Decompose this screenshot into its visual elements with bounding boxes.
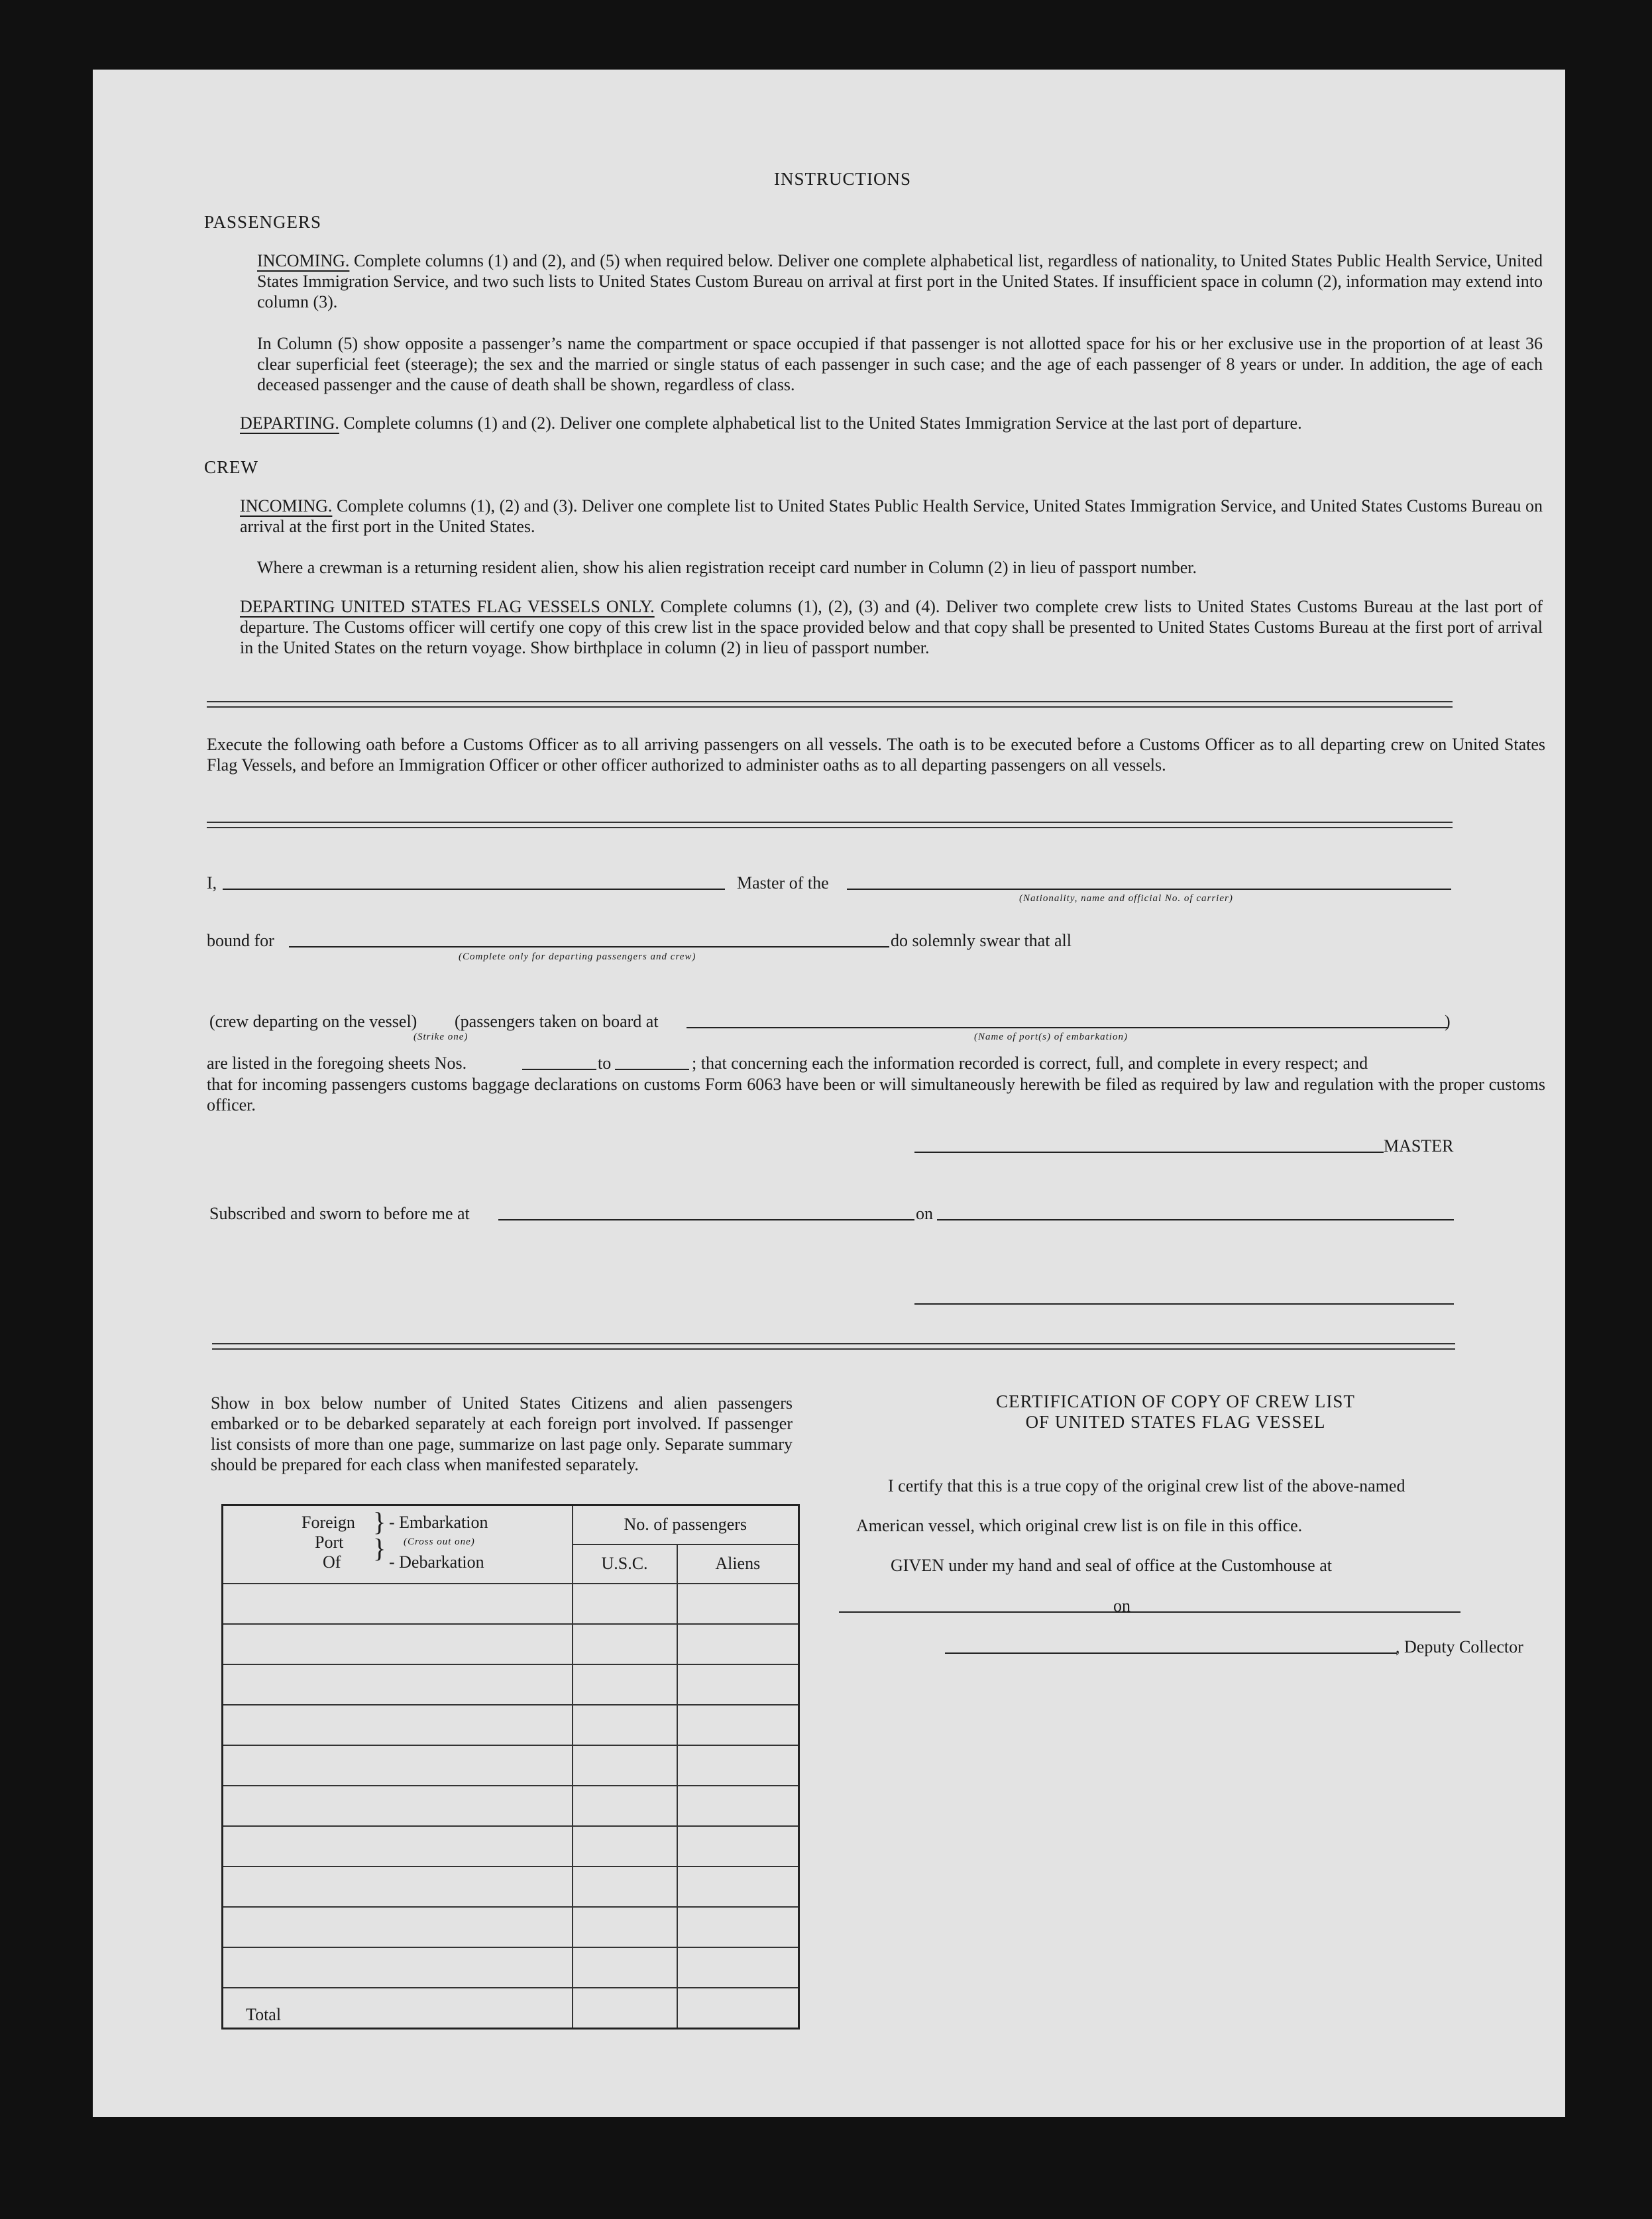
usc-cell[interactable] xyxy=(573,1947,677,1988)
usc-cell[interactable] xyxy=(573,1786,677,1826)
passenger-summary-table xyxy=(221,1504,800,2030)
port-cell[interactable] xyxy=(223,1745,573,1786)
total-label: Total xyxy=(223,1988,573,2028)
port-cell[interactable] xyxy=(223,1584,573,1624)
port-cell[interactable] xyxy=(223,1947,573,1988)
table-row xyxy=(223,1745,799,1786)
master-label: MASTER xyxy=(1384,1136,1454,1156)
aliens-cell[interactable] xyxy=(677,1664,799,1705)
instructions-title: INSTRUCTIONS xyxy=(774,169,912,189)
table-row xyxy=(223,1947,799,1988)
destination-field[interactable] xyxy=(289,946,889,947)
officer-signature-field[interactable] xyxy=(914,1303,1454,1305)
sworn-date-field[interactable] xyxy=(937,1219,1454,1220)
passengers-departing-label: DEPARTING. xyxy=(240,413,339,433)
brace-glyph: } xyxy=(373,1533,386,1563)
usc-cell[interactable] xyxy=(573,1624,677,1664)
ports-caption: (Name of port(s) of embarkation) xyxy=(974,1032,1128,1042)
master-signature-field[interactable] xyxy=(914,1152,1384,1153)
embarkation-ports-field[interactable] xyxy=(687,1027,1447,1028)
section-divider xyxy=(212,1343,1455,1350)
section-divider xyxy=(207,701,1453,708)
form-sheet xyxy=(93,70,1565,2117)
crew-incoming-text: Complete columns (1), (2) and (3). Deliver one complete list to United States Public Health Service, United States Immigration Service, and United States Customs Bureau on arrival at the first port in the United States. xyxy=(240,496,1543,536)
sworn-place-field[interactable] xyxy=(498,1219,914,1220)
usc-cell[interactable] xyxy=(573,1705,677,1745)
certification-line3: GIVEN under my hand and seal of office at the Customhouse at xyxy=(891,1556,1332,1575)
certification-on-label: on xyxy=(1113,1596,1130,1615)
usc-cell[interactable] xyxy=(573,1826,677,1867)
port-cell[interactable] xyxy=(223,1624,573,1664)
total-usc-cell[interactable] xyxy=(573,1988,677,2028)
deputy-collector-signature-field[interactable] xyxy=(945,1652,1397,1654)
passengers-incoming-text: Complete columns (1) and (2), and (5) when required below. Deliver one complete alphabetical list, regardless of nationality, to United States Public Health Service, United States Immigration Service, and two such lists to United States Custom Bureau on arrival at first port in the United States. If insufficient space in column (2), information may extend into column (3). xyxy=(257,251,1543,311)
certification-title-line2: OF UNITED STATES FLAG VESSEL xyxy=(1025,1412,1326,1432)
aliens-cell[interactable] xyxy=(677,1705,799,1745)
port-cell[interactable] xyxy=(223,1664,573,1705)
passengers-taken-option: (passengers taken on board at xyxy=(455,1012,659,1031)
listed-prefix: are listed in the foregoing sheets Nos. xyxy=(207,1054,467,1073)
deputy-collector-label: , Deputy Collector xyxy=(1396,1637,1523,1656)
foreign-label: Foreign xyxy=(302,1513,355,1532)
cross-out-caption: (Cross out one) xyxy=(404,1537,475,1547)
embarkation-option[interactable]: - Embarkation xyxy=(389,1513,488,1532)
usc-cell[interactable] xyxy=(573,1584,677,1624)
passengers-heading: PASSENGERS xyxy=(204,212,322,232)
crew-departing-option: (crew departing on the vessel) xyxy=(209,1012,417,1031)
aliens-cell[interactable] xyxy=(677,1786,799,1826)
table-row xyxy=(223,1624,799,1664)
usc-cell[interactable] xyxy=(573,1745,677,1786)
table-row xyxy=(223,1867,799,1907)
crew-incoming-label: INCOMING. xyxy=(240,496,333,515)
crew-heading: CREW xyxy=(204,457,258,477)
certification-title xyxy=(844,1391,1507,1433)
table-row xyxy=(223,1907,799,1947)
sheets-from-field[interactable] xyxy=(522,1069,596,1070)
aliens-cell[interactable] xyxy=(677,1907,799,1947)
aliens-header: Aliens xyxy=(677,1544,799,1584)
table-row xyxy=(223,1786,799,1826)
passengers-column5-paragraph: In Column (5) show opposite a passenger’s name the compartment or space occupied if that passenger is not allotted space for his or her exclusive use in the proportion of at least 36 clear superficial feet (steerage); the sex and the married or single status of each passenger in such case; and the age of each passenger of 8 years or under. In addition, the age of each deceased passenger and the cause of death shall be shown, regardless of class. xyxy=(257,334,1543,394)
certification-title-line1: CERTIFICATION OF COPY OF CREW LIST xyxy=(996,1391,1355,1411)
master-name-field[interactable] xyxy=(223,889,725,890)
listed-suffix: ; that concerning each the information recorded is correct, full, and complete in every respect; and xyxy=(692,1054,1368,1073)
brace-glyph: } xyxy=(373,1507,386,1537)
carrier-field[interactable] xyxy=(847,889,1451,890)
aliens-cell[interactable] xyxy=(677,1826,799,1867)
section-divider xyxy=(207,822,1453,828)
passengers-incoming-paragraph xyxy=(257,250,1543,312)
sworn-on-label: on xyxy=(916,1204,933,1223)
port-header-cell xyxy=(223,1505,573,1584)
usc-cell[interactable] xyxy=(573,1867,677,1907)
strike-caption: (Strike one) xyxy=(413,1032,468,1042)
crew-alien-paragraph: Where a crewman is a returning resident alien, show his alien registration receipt card number in Column (2) in lieu of passport number. xyxy=(257,558,1197,577)
carrier-caption: (Nationality, name and official No. of carrier) xyxy=(1019,893,1233,904)
crew-departing-paragraph xyxy=(240,596,1543,658)
aliens-cell[interactable] xyxy=(677,1745,799,1786)
master-of-the-label: Master of the xyxy=(737,873,829,893)
crew-departing-text: Complete columns (1), (2), (3) and (4). Deliver two complete crew lists to United States Customs Bureau at the last port of departure. The Customs officer will certify one copy of this crew list in the space provided below and that copy shall be presented to United States Customs Bureau at the first port of arrival in the United States on the return voyage. Show birthplace in column (2) in lieu of passport number. xyxy=(240,597,1543,657)
aliens-cell[interactable] xyxy=(677,1624,799,1664)
usc-cell[interactable] xyxy=(573,1907,677,1947)
bound-for-label: bound for xyxy=(207,931,274,950)
aliens-cell[interactable] xyxy=(677,1584,799,1624)
oath-i-label: I, xyxy=(207,873,217,893)
port-cell[interactable] xyxy=(223,1907,573,1947)
summary-intro: Show in box below number of United States Citizens and alien passengers embarked or to be debarked separately at each foreign port involved. If passenger list consists of more than one page, summarize on last page only. Separate summary should be prepared for each class when manifested separately. xyxy=(211,1393,793,1474)
crew-departing-label: DEPARTING UNITED STATES FLAG VESSELS ONLY. xyxy=(240,597,655,616)
debarkation-option[interactable]: - Debarkation xyxy=(389,1552,484,1572)
port-cell[interactable] xyxy=(223,1867,573,1907)
port-cell[interactable] xyxy=(223,1786,573,1826)
port-label: Port xyxy=(315,1533,344,1552)
swear-text: do solemnly swear that all xyxy=(891,931,1072,950)
certification-date-field[interactable] xyxy=(1130,1611,1460,1613)
of-label: Of xyxy=(323,1552,341,1572)
certification-line2: American vessel, which original crew list is on file in this office. xyxy=(856,1516,1303,1535)
listed-rest: that for incoming passengers customs baggage declarations on customs Form 6063 have been or will simultaneously herewith be filed as required by law and regulation with the proper customs officer. xyxy=(207,1075,1545,1114)
no-of-passengers-header: No. of passengers xyxy=(573,1505,799,1544)
sheets-to-field[interactable] xyxy=(615,1069,689,1070)
passengers-departing-text: Complete columns (1) and (2). Deliver one complete alphabetical list to the United States Immigration Service at the last port of departure. xyxy=(343,413,1302,433)
table-row xyxy=(223,1705,799,1745)
bound-caption: (Complete only for departing passengers and crew) xyxy=(459,951,696,962)
close-paren: ) xyxy=(1445,1012,1451,1031)
subscribed-label: Subscribed and sworn to before me at xyxy=(209,1204,470,1223)
total-aliens-cell[interactable] xyxy=(677,1988,799,2028)
usc-cell[interactable] xyxy=(573,1664,677,1705)
oath-intro: Execute the following oath before a Customs Officer as to all arriving passengers on all vessels. The oath is to be executed before a Customs Officer as to all departing crew on United States Flag Vessels, and before an Immigration Officer or other officer authorized to administer oaths as to all departing passengers on all vessels. xyxy=(207,735,1545,775)
to-label: to xyxy=(598,1054,612,1073)
table-row xyxy=(223,1584,799,1624)
table-row xyxy=(223,1826,799,1867)
port-cell[interactable] xyxy=(223,1826,573,1867)
aliens-cell[interactable] xyxy=(677,1867,799,1907)
passengers-incoming-label: INCOMING. xyxy=(257,251,350,270)
port-cell[interactable] xyxy=(223,1705,573,1745)
total-row xyxy=(223,1988,799,2028)
aliens-cell[interactable] xyxy=(677,1947,799,1988)
crew-incoming-paragraph xyxy=(240,496,1543,537)
passengers-departing-paragraph xyxy=(240,413,1543,433)
certification-line1: I certify that this is a true copy of the original crew list of the above-named xyxy=(888,1476,1405,1495)
usc-header: U.S.C. xyxy=(573,1544,677,1584)
table-row xyxy=(223,1664,799,1705)
